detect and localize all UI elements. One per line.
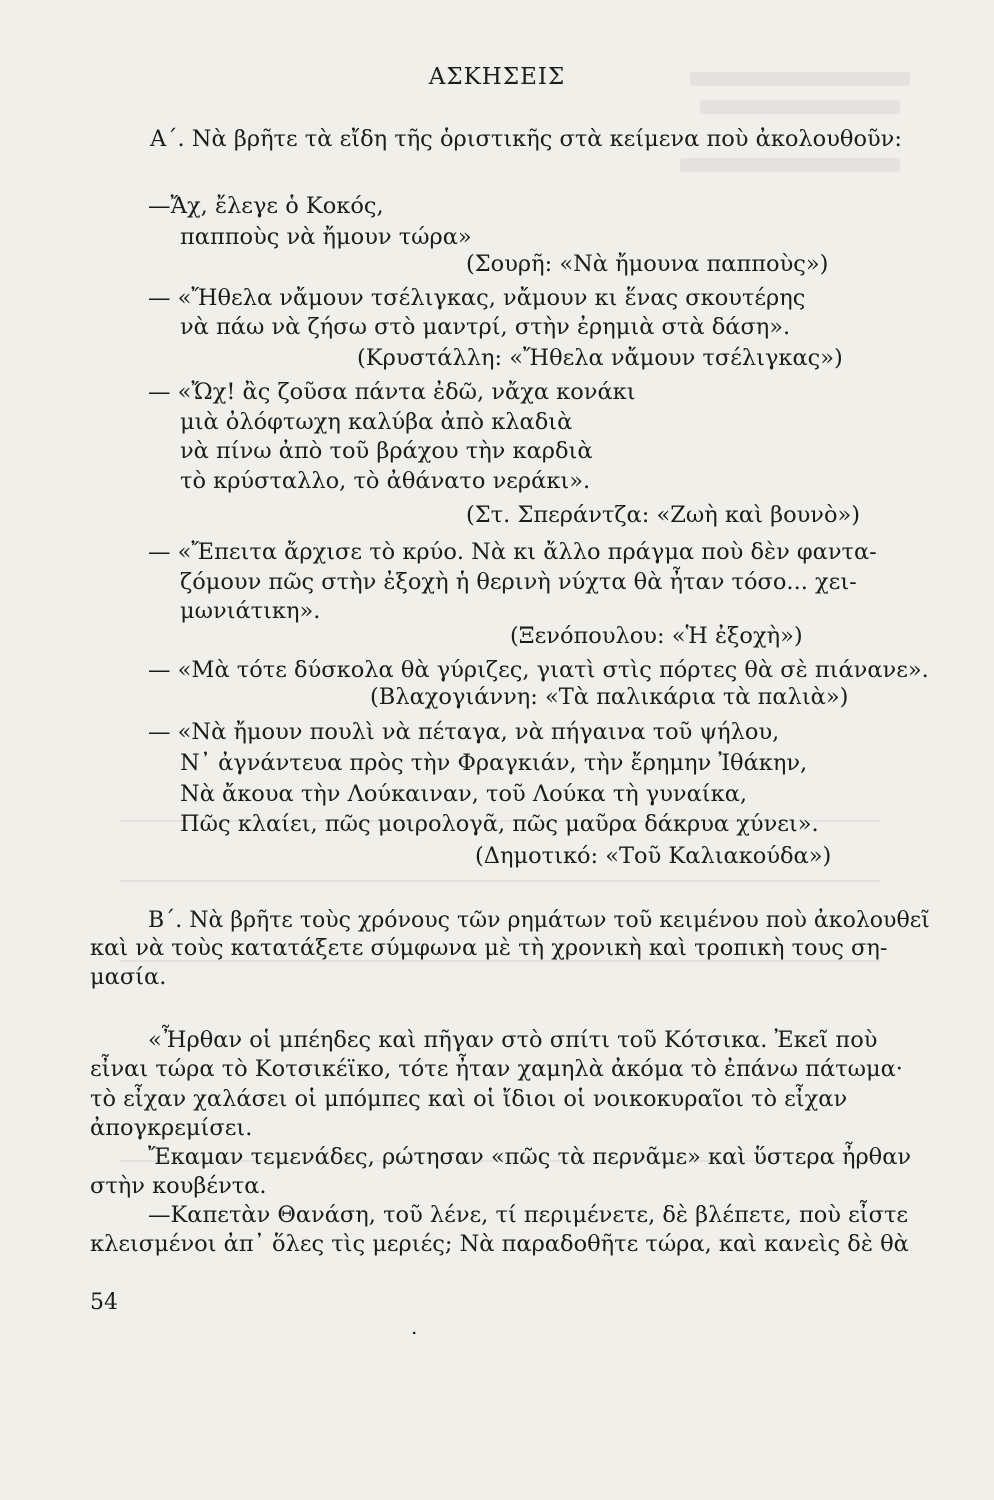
exercise-b-heading-line-2: καὶ νὰ τοὺς κατατάξετε σύμφωνα μὲ τὴ χρονικὴ καὶ τροπικὴ τους ση- (90, 935, 888, 961)
quote-6-line-2: Ν᾽ ἀγνάντευα πρὸς τὴν Φραγκιάν, τὴν ἔρημην Ἰθάκην, (180, 750, 808, 776)
quote-6-line-3: Νὰ ἄκουα τὴν Λούκαιναν, τοῦ Λούκα τὴ γυναίκα, (180, 781, 748, 807)
quote-3-line-1: — «Ὤχ! ἂς ζοῦσα πάντα ἐδῶ, νἄχα κονάκι (148, 379, 636, 405)
footer-mark: . (411, 1315, 418, 1339)
quote-1-line-1: —Ἄχ, ἔλεγε ὁ Κοκός, (148, 193, 384, 219)
quote-6-line-1: — «Νὰ ἤμουν πουλὶ νὰ πέταγα, νὰ πήγαινα τοῦ ψήλου, (148, 719, 780, 745)
quote-2-source: (Κρυστάλλη: «Ἤθελα νἄμουν τσέλιγκας») (357, 345, 843, 371)
exercise-a-heading: Α΄. Νὰ βρῆτε τὰ εἴδη τῆς ὁριστικῆς στὰ κείμενα ποὺ ἀκολουθοῦν: (150, 126, 902, 152)
quote-3-source: (Στ. Σπεράντζα: «Ζωὴ καὶ βουνὸ») (466, 502, 861, 528)
show-through-mark (700, 100, 900, 114)
exercise-b-text-line-8: κλεισμένοι ἀπ᾽ ὅλες τὶς μεριές; Νὰ παραδοθῆτε τώρα, καὶ κανεὶς δὲ θὰ (90, 1231, 909, 1257)
quote-4-line-3: μωνιάτικη». (180, 598, 321, 624)
exercise-b-text-line-3: τὸ εἶχαν χαλάσει οἱ μπόμπες καὶ οἱ ἴδιοι οἱ νοικοκυραῖοι τὸ εἶχαν (90, 1086, 848, 1112)
quote-3-line-4: τὸ κρύσταλλο, τὸ ἀθάνατο νεράκι». (180, 468, 591, 494)
quote-1-line-2: παπποὺς νὰ ἤμουν τώρα» (180, 224, 472, 250)
quote-6-line-4: Πῶς κλαίει, πῶς μοιρολογᾶ, πῶς μαῦρα δάκρυα χύνει». (180, 811, 819, 837)
exercise-b-text-line-6: στὴν κουβέντα. (90, 1173, 267, 1199)
quote-4-line-2: ζόμουν πῶς στὴν ἐξοχὴ ἡ θερινὴ νύχτα θὰ ἦταν τόσο... χει- (180, 569, 857, 595)
exercise-b-text-line-1: «Ἦρθαν οἱ μπέηδες καὶ πῆγαν στὸ σπίτι τοῦ Κότσικα. Ἐκεῖ ποὺ (148, 1027, 878, 1053)
exercise-b-heading-line-1: Β΄. Νὰ βρῆτε τοὺς χρόνους τῶν ρημάτων τοῦ κειμένου ποὺ ἀκολουθεῖ (148, 907, 930, 933)
quote-2-line-1: — «Ἤθελα νἄμουν τσέλιγκας, νἄμουν κι ἕνας σκουτέρης (148, 285, 806, 311)
exercise-b-heading-line-3: μασία. (90, 964, 167, 990)
quote-6-source: (Δημοτικό: «Τοῦ Καλιακούδα») (475, 843, 832, 869)
quote-1-source: (Σουρῆ: «Νὰ ἤμουνα παπποὺς») (466, 251, 829, 277)
quote-2-line-2: νὰ πάω νὰ ζήσω στὸ μαντρί, στὴν ἐρημιὰ στὰ δάση». (180, 314, 791, 340)
quote-3-line-3: νὰ πίνω ἀπὸ τοῦ βράχου τὴν καρδιὰ (180, 438, 593, 464)
show-through-mark (120, 880, 880, 882)
exercise-b-text-line-4: ἀπογκρεμίσει. (90, 1115, 253, 1141)
exercise-b-text-line-5: Ἔκαμαν τεμενάδες, ρώτησαν «πῶς τὰ περνᾶμε» καὶ ὕστερα ἦρθαν (148, 1144, 912, 1170)
quote-4-source: (Ξενόπουλου: «Ἡ ἐξοχὴ») (510, 623, 803, 649)
quote-5-line-1: — «Μὰ τότε δύσκολα θὰ γύριζες, γιατὶ στὶς πόρτες θὰ σὲ πιάνανε». (148, 657, 929, 683)
show-through-mark (680, 158, 900, 172)
quote-4-line-1: — «Ἔπειτα ἄρχισε τὸ κρύο. Νὰ κι ἄλλο πράγμα ποὺ δὲν φαντα- (148, 539, 877, 565)
quote-5-source: (Βλαχογιάννη: «Τὰ παλικάρια τὰ παλιὰ») (370, 684, 849, 710)
page-number: 54 (90, 1290, 118, 1315)
quote-3-line-2: μιὰ ὀλόφτωχη καλύβα ἀπὸ κλαδιὰ (180, 409, 573, 435)
exercise-b-text-line-7: —Καπετὰν Θανάση, τοῦ λένε, τί περιμένετε, δὲ βλέπετε, ποὺ εἶστε (148, 1202, 909, 1228)
page-title: ΑΣΚΗΣΕΙΣ (428, 64, 566, 90)
exercise-b-text-line-2: εἶναι τώρα τὸ Κοτσικέϊκο, τότε ἦταν χαμηλὰ ἀκόμα τὸ ἐπάνω πάτωμα· (90, 1056, 903, 1082)
